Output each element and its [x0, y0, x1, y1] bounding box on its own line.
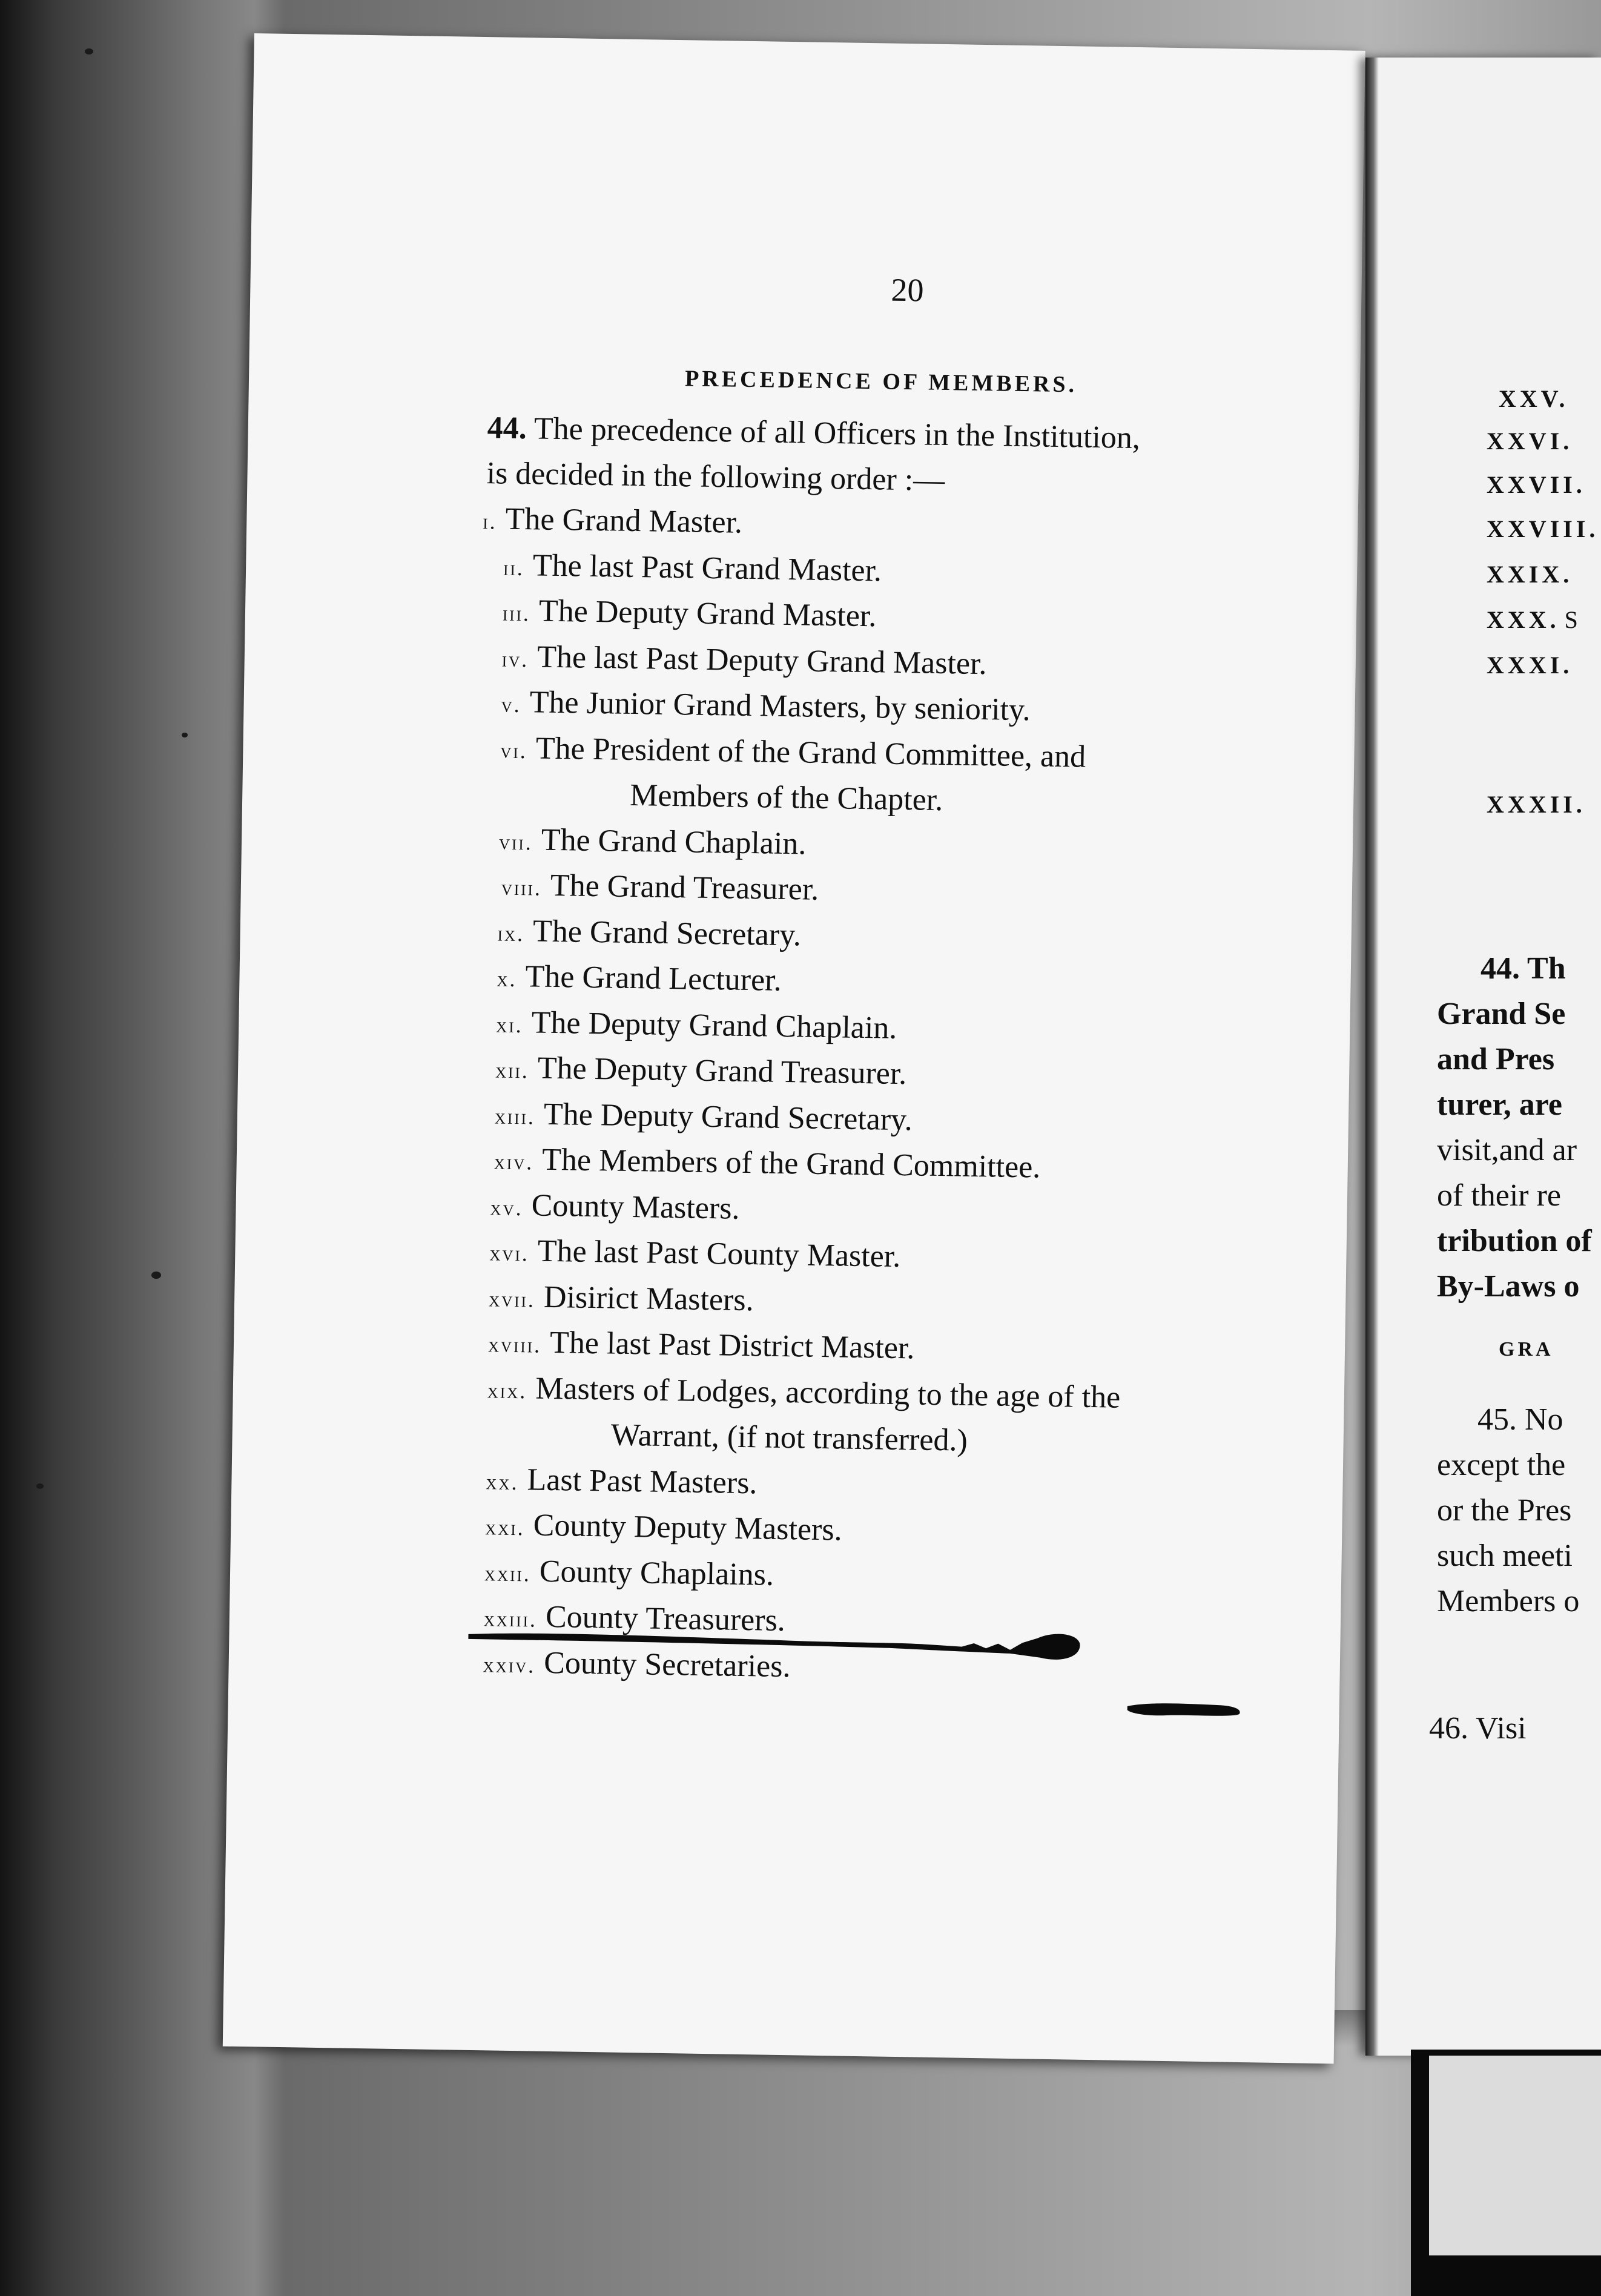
roman-numeral: viii. — [501, 875, 543, 900]
right-text-line: except the — [1437, 1448, 1566, 1482]
right-text-line: and Pres — [1437, 1042, 1555, 1077]
item-text: The last Past District Master. — [549, 1325, 915, 1366]
item-text: The Deputy Grand Treasurer. — [537, 1051, 907, 1092]
item-text: The last Past Deputy Grand Master. — [536, 639, 987, 681]
right-text-line: Members o — [1437, 1584, 1580, 1618]
left-page — [223, 33, 1365, 2063]
item-text: The last Past Grand Master. — [532, 547, 882, 588]
right-section-heading: GRA — [1499, 1338, 1554, 1361]
list-item-continuation: Warrant, (if not transferred.) — [610, 1417, 968, 1458]
roman-numeral: xxii. — [484, 1560, 532, 1586]
right-rule-46: 46. Visi — [1429, 1711, 1527, 1746]
list-item — [486, 1463, 758, 1499]
list-item — [494, 1143, 1040, 1183]
item-text: The Grand Treasurer. — [550, 868, 819, 907]
list-item — [496, 1006, 897, 1044]
item-text: The President of the Grand Committee, and — [535, 730, 1086, 774]
right-text-line: 45. No — [1477, 1402, 1563, 1437]
item-text: The Deputy Grand Master. — [538, 593, 877, 634]
rule-number: 44. — [487, 411, 527, 446]
roman-numeral: ix. — [497, 920, 525, 946]
right-text-line: of their re — [1437, 1178, 1562, 1213]
right-text-line: visit,and ar — [1437, 1133, 1577, 1167]
right-numeral-text: XXVIII. — [1487, 515, 1599, 543]
right-roman-numeral — [1487, 515, 1601, 543]
item-text: County Secretaries. — [543, 1645, 791, 1684]
list-item — [489, 1235, 901, 1273]
list-item — [483, 503, 742, 539]
list-item-continuation: Members of the Chapter. — [629, 777, 943, 818]
right-text-line: By-Laws o — [1437, 1269, 1580, 1304]
right-numeral-text: XXX. — [1487, 606, 1560, 633]
right-roman-numeral — [1499, 384, 1574, 413]
roman-numeral: xii. — [495, 1058, 530, 1083]
right-numeral-text: XXXII. — [1487, 791, 1586, 818]
right-roman-numeral — [1487, 790, 1591, 819]
list-item — [501, 687, 1031, 727]
roman-numeral: xv. — [490, 1195, 524, 1220]
rule-44-line-2: is decided in the following order :— — [486, 456, 945, 498]
list-item — [501, 869, 819, 906]
list-item — [484, 1555, 774, 1591]
right-numeral-text: XXVII. — [1487, 471, 1586, 498]
right-page-fragment — [1365, 58, 1601, 2056]
right-text-line: such meeti — [1437, 1539, 1573, 1573]
item-text: County Treasurers. — [545, 1599, 786, 1638]
right-numeral-text: XXIX. — [1487, 561, 1573, 588]
list-item — [500, 732, 1312, 776]
item-text: The Grand Lecturer. — [525, 959, 782, 998]
list-item — [503, 595, 877, 633]
item-text: Masters of Lodges, according to the age of the — [535, 1371, 1121, 1415]
item-text: County Deputy Masters. — [533, 1508, 843, 1548]
roman-numeral: iii. — [502, 601, 531, 626]
section-heading: PRECEDENCE OF MEMBERS. — [684, 366, 1078, 398]
list-item — [497, 915, 801, 951]
roman-numeral: xi. — [496, 1012, 524, 1037]
roman-numeral: xx. — [486, 1469, 519, 1494]
item-text: The Deputy Grand Secretary. — [543, 1097, 913, 1137]
right-text-line: 44. Th — [1481, 951, 1566, 986]
right-text-line: turer, are — [1437, 1087, 1562, 1122]
precedence-list — [254, 33, 1365, 51]
roman-numeral: xiii. — [494, 1103, 536, 1129]
dust-speck — [36, 1483, 44, 1489]
right-numeral-text: XXXI. — [1487, 652, 1573, 679]
roman-numeral: xxiv. — [483, 1652, 536, 1678]
list-item — [501, 641, 986, 680]
ink-blot — [464, 1617, 1253, 1750]
roman-numeral: xvii. — [488, 1286, 536, 1312]
list-item — [489, 1281, 754, 1316]
roman-numeral: v. — [501, 692, 522, 718]
item-text: Disirict Masters. — [543, 1279, 754, 1318]
roman-numeral: xvi. — [489, 1241, 530, 1266]
item-text: The Junior Grand Masters, by seniority. — [529, 685, 1031, 728]
right-text-line: or the Pres — [1437, 1493, 1572, 1528]
right-roman-numeral — [1487, 427, 1577, 455]
item-text: The Grand Chaplain. — [541, 822, 807, 861]
roman-numeral: xxiii. — [483, 1606, 538, 1632]
right-numeral-text: XXV. — [1499, 385, 1569, 412]
list-item — [487, 1372, 1299, 1416]
right-numeral-fragment: S — [1564, 606, 1582, 633]
right-roman-numeral — [1487, 605, 1582, 634]
roman-numeral: i. — [483, 509, 498, 534]
roman-numeral: xviii. — [487, 1332, 542, 1357]
right-text-line: tribution of — [1437, 1224, 1592, 1258]
list-item — [499, 823, 807, 860]
right-roman-numeral — [1487, 470, 1591, 499]
page-number: 20 — [891, 271, 924, 309]
list-item — [495, 1098, 913, 1136]
dust-speck — [85, 48, 93, 54]
item-text: The Members of the Grand Committee. — [541, 1142, 1041, 1185]
right-numeral-text: XXVI. — [1487, 427, 1573, 455]
roman-numeral: vi. — [500, 738, 528, 763]
dust-speck — [151, 1272, 161, 1279]
list-item — [485, 1509, 842, 1546]
right-text-line: Grand Se — [1437, 997, 1566, 1031]
right-roman-numeral — [1487, 651, 1577, 679]
roman-numeral: iv. — [501, 647, 529, 671]
roman-numeral: vii. — [498, 830, 533, 854]
item-text: The Grand Secretary. — [532, 913, 802, 952]
list-item — [497, 960, 782, 996]
roman-numeral: ii. — [503, 555, 525, 580]
list-item — [503, 549, 882, 587]
list-item — [495, 1052, 907, 1090]
list-item — [490, 1189, 740, 1224]
item-text: Last Past Masters. — [527, 1462, 758, 1500]
roman-numeral: xxi. — [484, 1515, 526, 1540]
scan-edge-inner — [1429, 2056, 1601, 2255]
item-text: The Deputy Grand Chaplain. — [531, 1005, 897, 1046]
item-text: The last Past County Master. — [537, 1233, 901, 1275]
rule-text: The precedence of all Officers in the Institution, — [533, 411, 1141, 456]
roman-numeral: x. — [497, 966, 517, 992]
item-text: County Chaplains. — [539, 1554, 774, 1592]
roman-numeral: xiv. — [494, 1149, 534, 1175]
dust-speck — [182, 733, 188, 737]
item-text: The Grand Master. — [505, 501, 743, 540]
list-item — [488, 1326, 915, 1364]
right-roman-numeral — [1487, 560, 1577, 589]
roman-numeral: xix. — [487, 1377, 527, 1403]
item-text: County Masters. — [531, 1187, 740, 1226]
rule-44-line-1 — [487, 412, 1140, 454]
